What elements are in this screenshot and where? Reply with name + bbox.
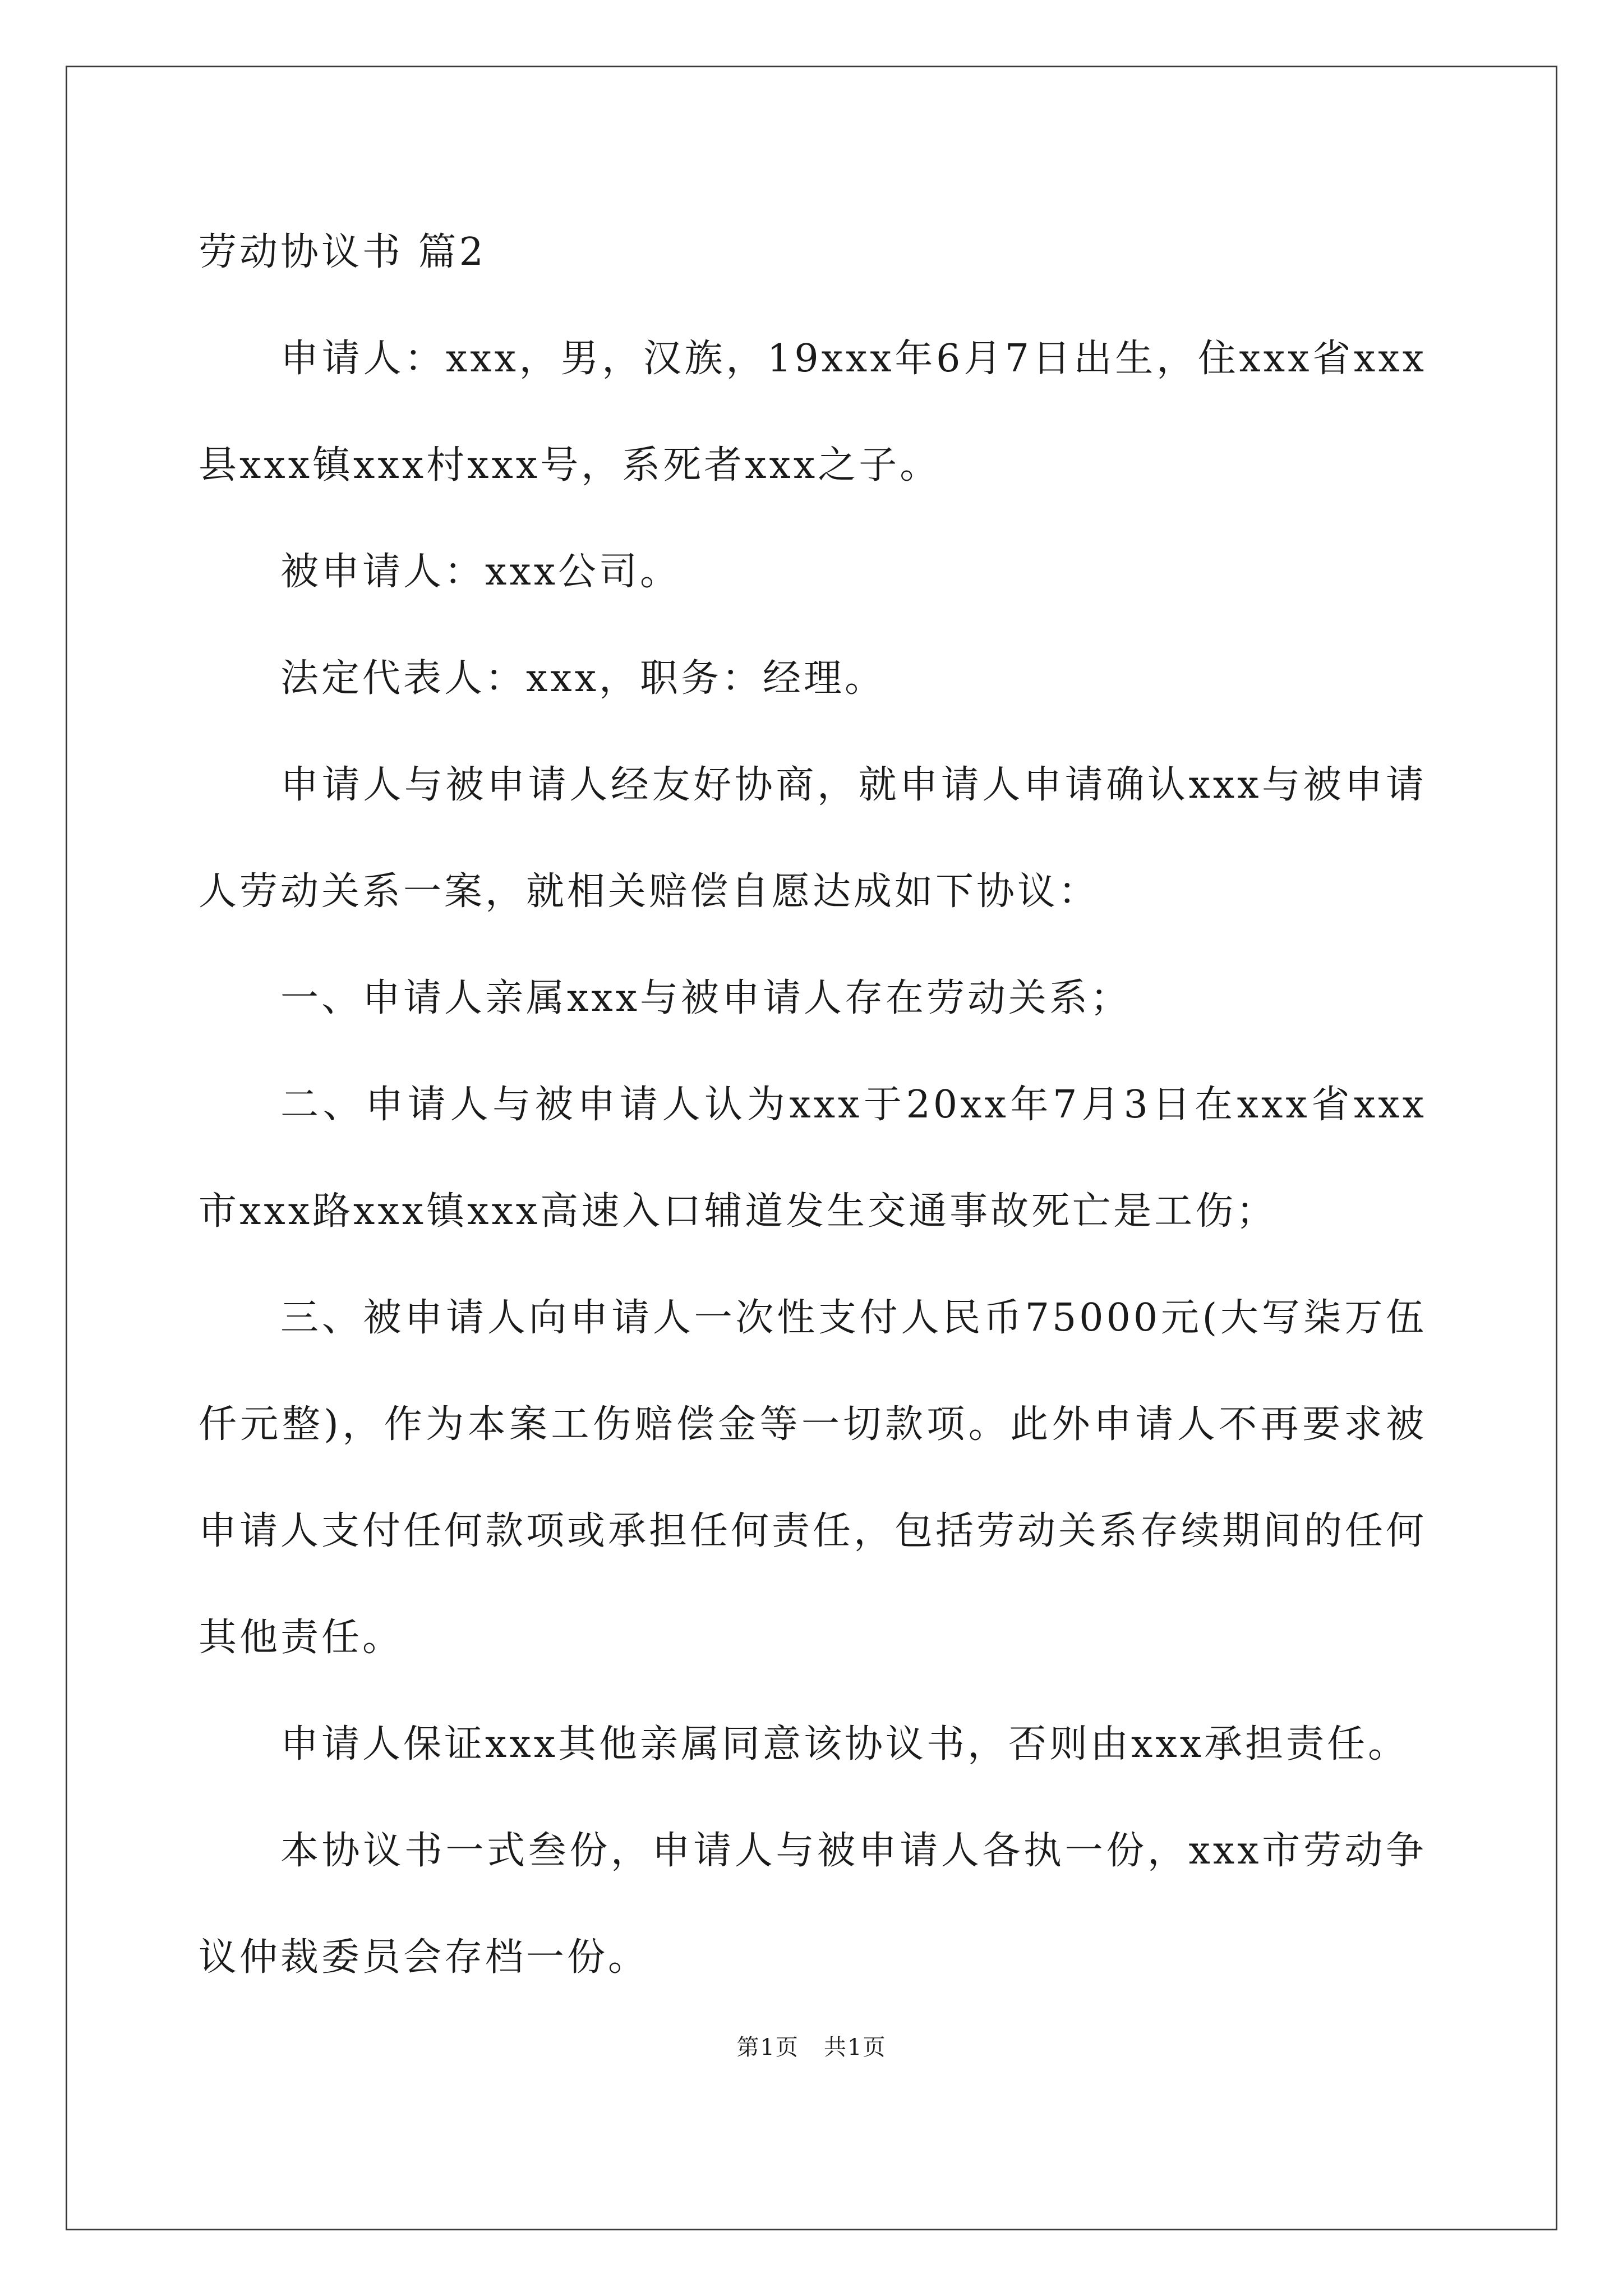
paragraph-copies: 本协议书一式叁份，申请人与被申请人各执一份，xxx市劳动争议仲裁委员会存档一份。	[199, 1829, 1427, 1980]
paragraph-applicant: 申请人：xxx，男，汉族，19xxx年6月7日出生，住xxx省xxx县xxx镇xxx村xxx号，系死者xxx之子。	[199, 337, 1427, 487]
document-title: 劳动协议书 篇2	[199, 230, 486, 274]
paragraph-clause-1: 一、申请人亲属xxx与被申请人存在劳动关系；	[280, 976, 1132, 1020]
paragraph-preamble: 申请人与被申请人经友好协商，就申请人申请确认xxx与被申请人劳动关系一案，就相关赔偿自愿达成如下协议：	[199, 763, 1427, 914]
document-body	[199, 199, 1427, 2011]
paragraph-legal-representative: 法定代表人：xxx，职务：经理。	[280, 656, 886, 701]
paragraph-clause-2: 二、申请人与被申请人认为xxx于20xx年7月3日在xxx省xxx市xxx路xxx镇xxx高速入口辅道发生交通事故死亡是工伤；	[199, 1083, 1427, 1234]
paragraph-respondent: 被申请人：xxx公司。	[280, 550, 681, 594]
page-number-footer: 第1页 共1页	[736, 2035, 887, 2060]
paragraph-clause-3: 三、被申请人向申请人一次性支付人民币75000元(大写柒万伍仟元整)，作为本案工伤赔偿金等一切款项。此外申请人不再要求被申请人支付任何款项或承担任何责任，包括劳动关系存续期间的任何其他责任。	[199, 1296, 1427, 1660]
paragraph-guarantee: 申请人保证xxx其他亲属同意该协议书，否则由xxx承担责任。	[280, 1722, 1409, 1766]
